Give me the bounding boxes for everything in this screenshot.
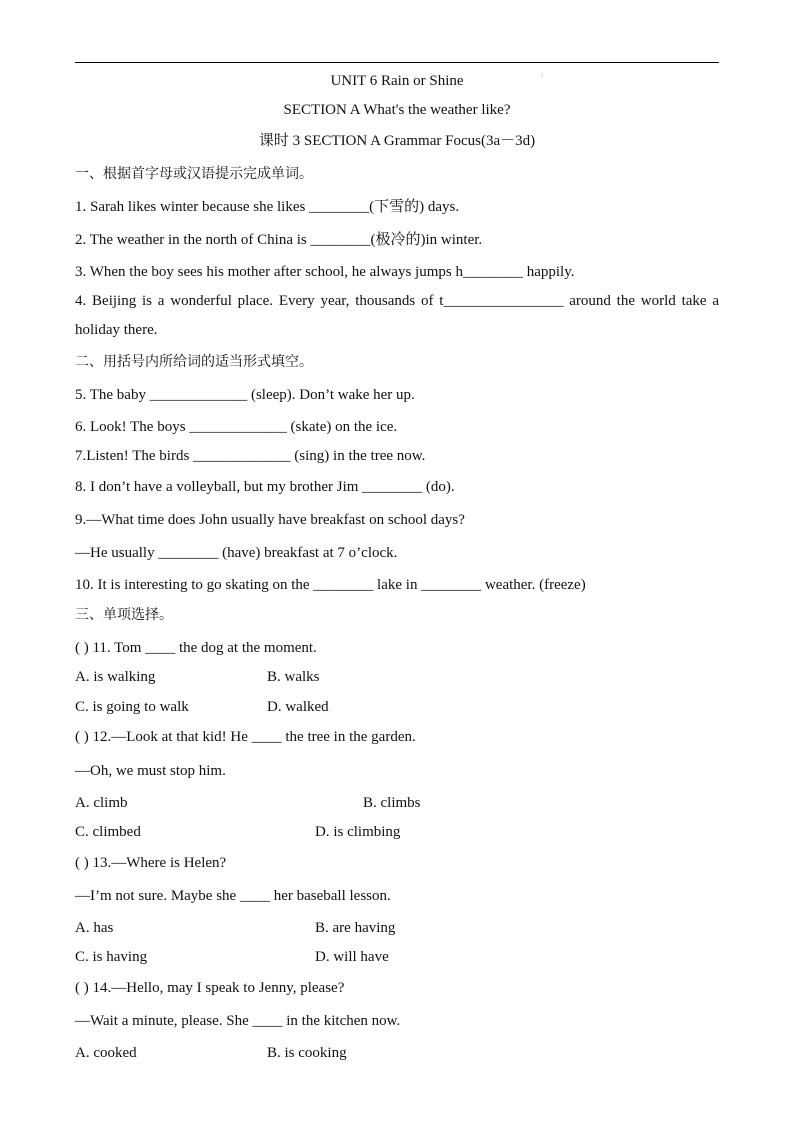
question-13-stem: ( ) 13.—Where is Helen? <box>75 855 227 871</box>
question-9-reply: —He usually ________ (have) breakfast at 7 o’clock. <box>75 545 398 561</box>
question-14-option-b: B. is cooking <box>267 1045 347 1061</box>
question-13-option-c: C. is having <box>75 949 148 965</box>
question-13-option-b: B. are having <box>315 920 396 936</box>
question-10: 10. It is interesting to go skating on the ________ lake in ________ weather. (freeze) <box>75 577 586 593</box>
question-9-ask: 9.—What time does John usually have breakfast on school days? <box>75 512 465 528</box>
question-11-option-a: A. is walking <box>75 669 156 685</box>
part2-heading: 二、用括号内所给词的适当形式填空。 <box>75 354 313 370</box>
question-11-option-c: C. is going to walk <box>75 699 189 715</box>
header-rule <box>75 62 719 63</box>
question-12-reply: —Oh, we must stop him. <box>75 763 226 779</box>
part3-heading: 三、单项选择。 <box>75 607 173 623</box>
question-13-option-a: A. has <box>75 920 114 936</box>
question-11-option-d: D. walked <box>267 699 329 715</box>
question-3: 3. When the boy sees his mother after school, he always jumps h________ happily. <box>75 264 575 280</box>
question-1: 1. Sarah likes winter because she likes ________(下雪的) days. <box>75 199 460 215</box>
question-14-stem: ( ) 14.—Hello, may I speak to Jenny, please? <box>75 980 345 996</box>
unit-title: UNIT 6 Rain or Shine <box>330 73 464 89</box>
question-12-stem: ( ) 12.—Look at that kid! He ____ the tree in the garden. <box>75 729 416 745</box>
question-13-reply: —I’m not sure. Maybe she ____ her baseball lesson. <box>75 888 391 904</box>
section-title: SECTION A What's the weather like? <box>283 102 511 118</box>
lesson-title: 课时 3 SECTION A Grammar Focus(3a－3d) <box>258 133 536 149</box>
question-12-option-d: D. is climbing <box>315 824 401 840</box>
question-8: 8. I don’t have a volleyball, but my brother Jim ________ (do). <box>75 479 455 495</box>
question-11-stem: ( ) 11. Tom ____ the dog at the moment. <box>75 640 317 656</box>
question-14-reply: —Wait a minute, please. She ____ in the kitchen now. <box>75 1013 401 1029</box>
question-2: 2. The weather in the north of China is ________(极冷的)in winter. <box>75 232 483 248</box>
question-5: 5. The baby _____________ (sleep). Don’t wake her up. <box>75 387 415 403</box>
part1-heading: 一、根据首字母或汉语提示完成单词。 <box>75 166 313 182</box>
question-12-option-b: B. climbs <box>363 795 421 811</box>
question-12-option-a: A. climb <box>75 795 128 811</box>
question-13-option-d: D. will have <box>315 949 389 965</box>
corner-mark: ⁝ <box>541 73 543 79</box>
question-7: 7.Listen! The birds _____________ (sing) in the tree now. <box>75 448 426 464</box>
question-4: 4. Beijing is a wonderful place. Every year, thousands of t________________ around the world take a holiday there. <box>75 293 719 338</box>
question-6: 6. Look! The boys _____________ (skate) on the ice. <box>75 419 398 435</box>
question-12-option-c: C. climbed <box>75 824 141 840</box>
question-14-option-a: A. cooked <box>75 1045 137 1061</box>
question-11-option-b: B. walks <box>267 669 320 685</box>
